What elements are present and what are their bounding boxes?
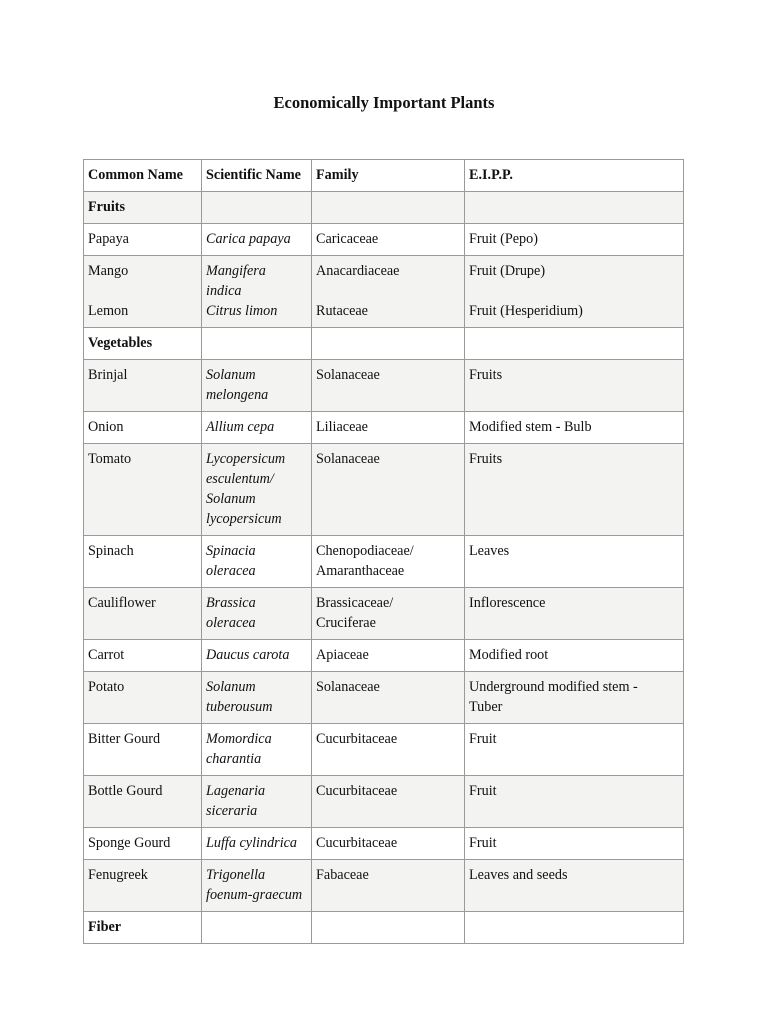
cell-line: Liliaceae [316, 419, 368, 435]
common-name-cell [84, 828, 202, 860]
header-common-name: Common Name [84, 160, 202, 192]
eipp-cell [465, 860, 684, 912]
common-name-cell [84, 256, 202, 328]
cell-line: Fruit (Hesperidium) [469, 303, 583, 319]
common-name-cell [84, 412, 202, 444]
cell-line: charantia [206, 751, 262, 767]
cell-line: oleracea [206, 615, 256, 631]
family-cell [312, 360, 465, 412]
common-name-cell [84, 724, 202, 776]
cell-line: Luffa cylindrica [206, 835, 298, 851]
cell-line: Anacardiaceae [316, 263, 400, 279]
cell-line: Fenugreek [88, 867, 148, 883]
cell-line: Potato [88, 679, 125, 695]
family-cell [312, 860, 465, 912]
family-cell [312, 256, 465, 328]
eipp-cell [465, 724, 684, 776]
cell-line: melongena [206, 387, 269, 403]
table-row [84, 256, 684, 328]
cell-line: Carrot [88, 647, 125, 663]
empty-cell [202, 912, 312, 944]
cell-line: Bottle Gourd [88, 783, 163, 799]
table-row [84, 776, 684, 828]
cell-line: Fruit [469, 783, 497, 799]
table-row [84, 724, 684, 776]
cell-line: Cruciferae [316, 615, 376, 631]
scientific-name-cell [202, 360, 312, 412]
cell-line: Leaves [469, 543, 510, 559]
cell-line: Sponge Gourd [88, 835, 171, 851]
family-cell [312, 724, 465, 776]
scientific-name-cell [202, 444, 312, 536]
header-family: Family [312, 160, 465, 192]
cell-line: Lycopersicum [206, 451, 286, 467]
table-row [84, 224, 684, 256]
family-cell [312, 412, 465, 444]
cell-line: foenum-graecum [206, 887, 303, 903]
cell-line: Solanaceae [316, 451, 380, 467]
cell-line: Citrus limon [206, 303, 278, 319]
cell-line: Leaves and seeds [469, 867, 568, 883]
table-row [84, 672, 684, 724]
section-label: Fruits [84, 192, 202, 224]
plants-table [83, 159, 684, 944]
cell-line: Lagenaria [206, 783, 266, 799]
section-label: Vegetables [84, 328, 202, 360]
empty-cell [465, 912, 684, 944]
cell-line: Caricaceae [316, 231, 379, 247]
cell-line: Tuber [469, 699, 503, 715]
scientific-name-cell [202, 776, 312, 828]
eipp-cell [465, 640, 684, 672]
section-row [84, 912, 684, 944]
cell-line: Solanaceae [316, 367, 380, 383]
cell-line: lycopersicum [206, 511, 282, 527]
line-spacer [316, 281, 460, 301]
empty-cell [312, 328, 465, 360]
cell-line: Spinach [88, 543, 134, 559]
cell-line: Modified stem - Bulb [469, 419, 592, 435]
cell-line: Fabaceae [316, 867, 369, 883]
cell-line: Fruit (Drupe) [469, 263, 546, 279]
cell-line: Inflorescence [469, 595, 546, 611]
table-body [84, 192, 684, 944]
cell-line: Brinjal [88, 367, 128, 383]
eipp-cell [465, 588, 684, 640]
table-row [84, 536, 684, 588]
section-row [84, 192, 684, 224]
scientific-name-cell [202, 224, 312, 256]
empty-cell [202, 192, 312, 224]
cell-line: Rutaceae [316, 303, 368, 319]
cell-line: Modified root [469, 647, 549, 663]
cell-line: Fruit (Pepo) [469, 231, 538, 247]
cell-line: Carica papaya [206, 231, 291, 247]
cell-line: Fruits [469, 367, 503, 383]
scientific-name-cell [202, 860, 312, 912]
cell-line: Fruits [469, 451, 503, 467]
scientific-name-cell [202, 640, 312, 672]
common-name-cell [84, 588, 202, 640]
line-spacer [88, 281, 197, 301]
empty-cell [202, 328, 312, 360]
cell-line: Solanum [206, 367, 256, 383]
eipp-cell [465, 672, 684, 724]
header-scientific-name: Scientific Name [202, 160, 312, 192]
cell-line: Cucurbitaceae [316, 783, 398, 799]
cell-line: Brassica [206, 595, 256, 611]
eipp-cell [465, 360, 684, 412]
cell-line: Underground modified stem - [469, 679, 638, 695]
cell-line: Cucurbitaceae [316, 731, 398, 747]
common-name-cell [84, 640, 202, 672]
cell-line: Tomato [88, 451, 132, 467]
scientific-name-cell [202, 536, 312, 588]
cell-line: Solanaceae [316, 679, 380, 695]
family-cell [312, 640, 465, 672]
scientific-name-cell [202, 724, 312, 776]
common-name-cell [84, 360, 202, 412]
family-cell [312, 536, 465, 588]
cell-line: esculentum/ [206, 471, 274, 487]
section-label: Fiber [84, 912, 202, 944]
eipp-cell [465, 536, 684, 588]
cell-line: Fruit [469, 835, 497, 851]
common-name-cell [84, 776, 202, 828]
cell-line: Lemon [88, 303, 129, 319]
cell-line: Solanum [206, 679, 256, 695]
scientific-name-cell [202, 828, 312, 860]
cell-line: Papaya [88, 231, 129, 247]
page-title: Economically Important Plants [273, 93, 495, 112]
common-name-cell [84, 536, 202, 588]
family-cell [312, 224, 465, 256]
family-cell [312, 776, 465, 828]
family-cell [312, 672, 465, 724]
eipp-cell [465, 412, 684, 444]
table-row [84, 444, 684, 536]
eipp-cell [465, 828, 684, 860]
cell-line: Trigonella [206, 867, 266, 883]
eipp-cell [465, 444, 684, 536]
cell-line: Fruit [469, 731, 497, 747]
cell-line: Solanum [206, 491, 256, 507]
empty-cell [312, 192, 465, 224]
empty-cell [465, 328, 684, 360]
cell-line: siceraria [206, 803, 258, 819]
empty-cell [465, 192, 684, 224]
cell-line: Chenopodiaceae/ [316, 543, 414, 559]
family-cell [312, 444, 465, 536]
empty-cell [312, 912, 465, 944]
table-row [84, 360, 684, 412]
cell-line: Spinacia [206, 543, 256, 559]
cell-line: Cucurbitaceae [316, 835, 398, 851]
cell-line: Allium cepa [206, 419, 275, 435]
common-name-cell [84, 224, 202, 256]
scientific-name-cell [202, 256, 312, 328]
cell-line: oleracea [206, 563, 256, 579]
family-cell [312, 588, 465, 640]
cell-line: Brassicaceae/ [316, 595, 394, 611]
eipp-cell [465, 224, 684, 256]
cell-line: Daucus carota [206, 647, 290, 663]
scientific-name-cell [202, 588, 312, 640]
cell-line: Apiaceae [316, 647, 369, 663]
family-cell [312, 828, 465, 860]
cell-line: Mango [88, 263, 129, 279]
cell-line: indica [206, 283, 242, 299]
cell-line: Bitter Gourd [88, 731, 161, 747]
eipp-cell [465, 256, 684, 328]
common-name-cell [84, 860, 202, 912]
table-row [84, 860, 684, 912]
table-row [84, 412, 684, 444]
table-row [84, 828, 684, 860]
line-spacer [469, 281, 679, 301]
cell-line: tuberousum [206, 699, 273, 715]
cell-line: Cauliflower [88, 595, 156, 611]
table-header-row [84, 160, 684, 192]
scientific-name-cell [202, 672, 312, 724]
common-name-cell [84, 672, 202, 724]
eipp-cell [465, 776, 684, 828]
scientific-name-cell [202, 412, 312, 444]
section-row [84, 328, 684, 360]
cell-line: Onion [88, 419, 124, 435]
cell-line: Mangifera [206, 263, 266, 279]
table-row [84, 640, 684, 672]
common-name-cell [84, 444, 202, 536]
table-row [84, 588, 684, 640]
header-eipp: E.I.P.P. [465, 160, 684, 192]
cell-line: Momordica [206, 731, 272, 747]
cell-line: Amaranthaceae [316, 563, 405, 579]
